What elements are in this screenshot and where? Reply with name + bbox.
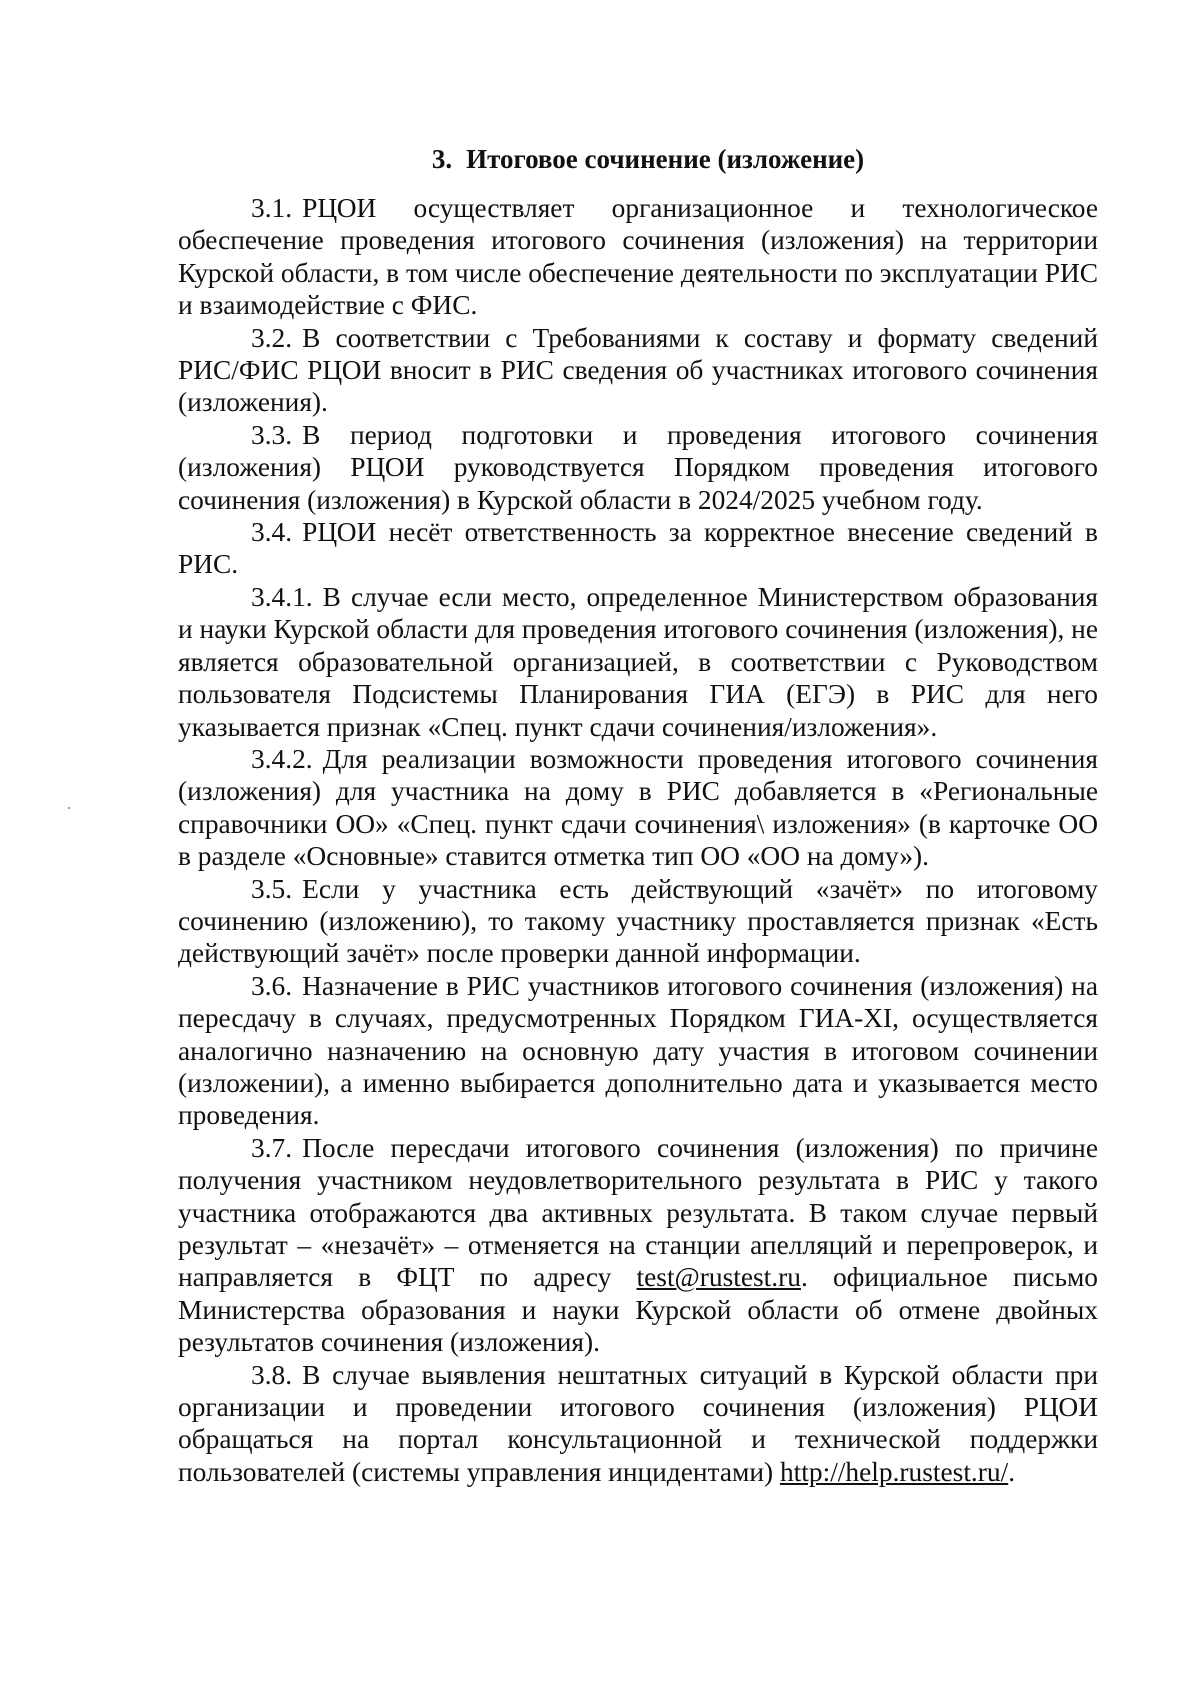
support-portal-link[interactable]: http://help.rustest.ru/ xyxy=(779,1456,1009,1487)
paragraph-text-end: . xyxy=(1008,1456,1016,1487)
paragraph-3-4-2 xyxy=(178,743,1098,873)
paragraph-number: 3.4.1. xyxy=(251,581,313,612)
paragraph-3-8 xyxy=(178,1359,1098,1489)
paragraph-text: В случае если место, определенное Министерством образования и науки Курской области для проведения итогового сочинения (изложения), не является образовательной организацией, в соответствии с Руководством пользователя Подсистемы Планирования ГИА (ЕГЭ) в РИС для него указывается признак «Спец. пункт сдачи сочинения/изложения». xyxy=(178,581,1098,742)
paragraph-text: В случае выявления нештатных ситуаций в Курской области при организации и проведении итогового сочинения (изложения) РЦОИ обращаться на портал консультационной и технической поддержки пользователей (системы управления инцидентами) xyxy=(178,1359,1098,1487)
paragraph-number: 3.5. xyxy=(251,873,293,904)
section-title: Итоговое сочинение (изложение) xyxy=(466,144,865,174)
paragraph-number: 3.4.2. xyxy=(251,743,313,774)
paragraph-3-4-1 xyxy=(178,581,1098,743)
paragraph-text: Для реализации возможности проведения итогового сочинения (изложения) для участника на дому в РИС добавляется в «Региональные справочники ОО» «Спец. пункт сдачи сочинения\ изложения» (в карточке ОО в разделе «Основные» ставится отметка тип ОО «ОО на дому»). xyxy=(178,743,1098,872)
email-link[interactable]: test@rustest.ru xyxy=(636,1262,801,1293)
paragraph-text: После пересдачи итогового сочинения (изложения) по причине получения участником неудовлетворительного результата в РИС у такого участника отображаются два активных результата. В таком случае первый результат – «незачёт» – отменяется на станции апелляций и перепроверок, и направляется в ФЦТ по адресу xyxy=(178,1132,1098,1293)
paragraph-text: Если у участника есть действующий «зачёт» по итоговому сочинению (изложению), то такому участнику проставляется признак «Есть действующий зачёт» после проверки данной информации. xyxy=(178,873,1098,969)
paragraph-number: 3.6. xyxy=(251,970,293,1001)
scan-speck xyxy=(68,807,70,809)
paragraph-text-end: . официальное письмо Министерства образования и науки Курской области об отмене двойных результатов сочинения (изложения). xyxy=(178,1262,1098,1358)
paragraph-3-5 xyxy=(178,873,1098,970)
paragraph-number: 3.4. xyxy=(251,517,293,548)
paragraph-number: 3.8. xyxy=(251,1359,293,1390)
paragraph-3-6 xyxy=(178,970,1098,1132)
document-page xyxy=(178,142,1098,1488)
paragraph-text: Назначение в РИС участников итогового сочинения (изложения) на пересдачу в случаях, предусмотренных Порядком ГИА-XI, осуществляется аналогично назначению на основную дату участия в итоговом сочинении (изложении), а именно выбирается дополнительно дата и указывается место проведения. xyxy=(178,970,1098,1131)
section-heading xyxy=(178,142,1098,176)
paragraph-3-2 xyxy=(178,322,1098,419)
paragraph-text: В соответствии с Требованиями к составу и формату сведений РИС/ФИС РЦОИ вносит в РИС сведения об участниках итогового сочинения (изложения). xyxy=(178,322,1098,418)
section-number: 3. xyxy=(431,144,453,174)
paragraph-3-1 xyxy=(178,192,1098,322)
paragraph-text: РЦОИ несёт ответственность за корректное внесение сведений в РИС. xyxy=(178,517,1098,580)
paragraph-number: 3.7. xyxy=(251,1132,293,1163)
paragraph-3-7 xyxy=(178,1132,1098,1359)
paragraph-3-4 xyxy=(178,516,1098,581)
paragraph-3-3 xyxy=(178,419,1098,516)
paragraph-number: 3.1. xyxy=(251,193,293,223)
paragraph-text: РЦОИ осуществляет организационное и технологическое обеспечение проведения итогового сочинения (изложения) на территории Курской области, в том числе обеспечение деятельности по эксплуатации РИС и взаимодействие с ФИС. xyxy=(178,193,1098,321)
paragraph-number: 3.3. xyxy=(251,419,293,450)
paragraph-number: 3.2. xyxy=(251,322,293,353)
paragraph-text: В период подготовки и проведения итогового сочинения (изложения) РЦОИ руководствуется Порядком проведения итогового сочинения (изложения) в Курской области в 2024/2025 учебном году. xyxy=(178,419,1098,515)
